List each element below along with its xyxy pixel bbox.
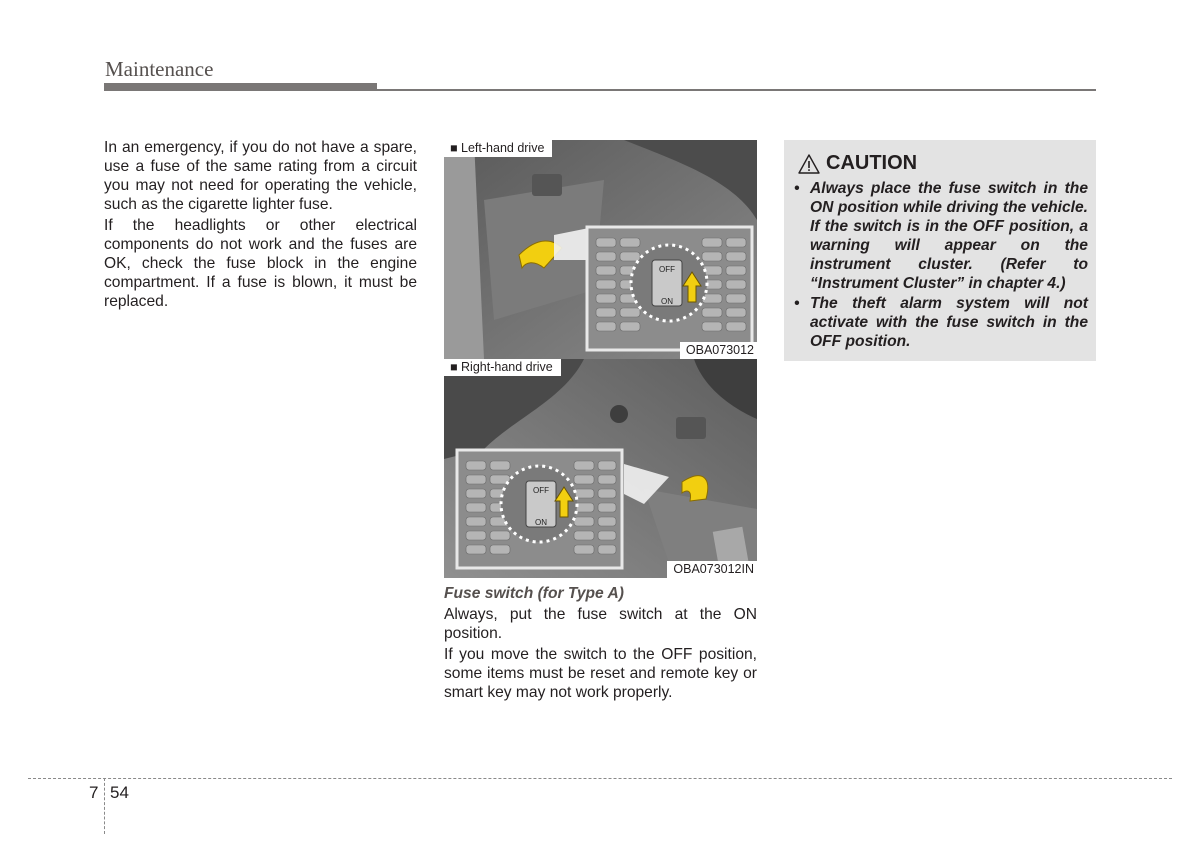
list-item xyxy=(794,179,1088,293)
caution-item-text: Always place the fuse switch in the ON position while driving the vehicle. If the switch is in the OFF position, a warning will appear on the instrument cluster. (Refer to “Instrument Cluster” in chapter 4.) xyxy=(810,180,1088,292)
section-subheading: Fuse switch (for Type A) xyxy=(444,585,624,602)
caution-box xyxy=(784,140,1096,361)
paragraph: If you move the switch to the OFF position, some items must be reset and remote key or smart key may not work properly. xyxy=(444,646,757,701)
bullet: • xyxy=(794,180,800,197)
switch-on-label: ON xyxy=(535,518,547,527)
bullet: • xyxy=(794,295,800,312)
page-header-title: Maintenance xyxy=(105,57,214,81)
caution-title: CAUTION xyxy=(826,152,918,174)
caution-item-text: The theft alarm system will not activate with the fuse switch in the OFF position. xyxy=(810,295,1088,350)
page-number: 54 xyxy=(110,783,129,802)
switch-off-label: OFF xyxy=(659,265,675,274)
middle-column xyxy=(444,584,757,704)
header-rule-thin xyxy=(377,89,1096,91)
fuse-panel-illustration-lhd xyxy=(444,140,757,359)
figure-left-hand-drive xyxy=(444,140,757,359)
caution-list xyxy=(794,179,1088,352)
figure-label: ■ Left-hand drive xyxy=(444,140,552,157)
figure-right-hand-drive xyxy=(444,359,757,578)
footer-divider xyxy=(104,778,105,834)
fuse-panel-illustration-rhd xyxy=(444,359,757,578)
list-item xyxy=(794,294,1088,351)
switch-off-label: OFF xyxy=(533,486,549,495)
paragraph: Always, put the fuse switch at the ON position. xyxy=(444,606,757,642)
warning-triangle-icon xyxy=(798,154,820,174)
paragraph: If the headlights or other electrical components do not work and the fuses are OK, check the fuse block in the engine compartment. If a fuse is blown, it must be replaced. xyxy=(104,217,417,310)
header-rule-thick xyxy=(104,83,377,91)
chapter-number: 7 xyxy=(89,783,99,802)
caution-header xyxy=(798,152,917,175)
footer-rule xyxy=(28,778,1172,779)
switch-on-label: ON xyxy=(661,297,673,306)
figure-label: ■ Right-hand drive xyxy=(444,359,561,376)
left-column xyxy=(104,138,417,313)
figure-code: OBA073012IN xyxy=(667,561,757,578)
figure-code: OBA073012 xyxy=(680,342,757,359)
paragraph: In an emergency, if you do not have a spare, use a fuse of the same rating from a circuit you may not need for operating the vehicle, such as the cigarette lighter fuse. xyxy=(104,139,417,213)
